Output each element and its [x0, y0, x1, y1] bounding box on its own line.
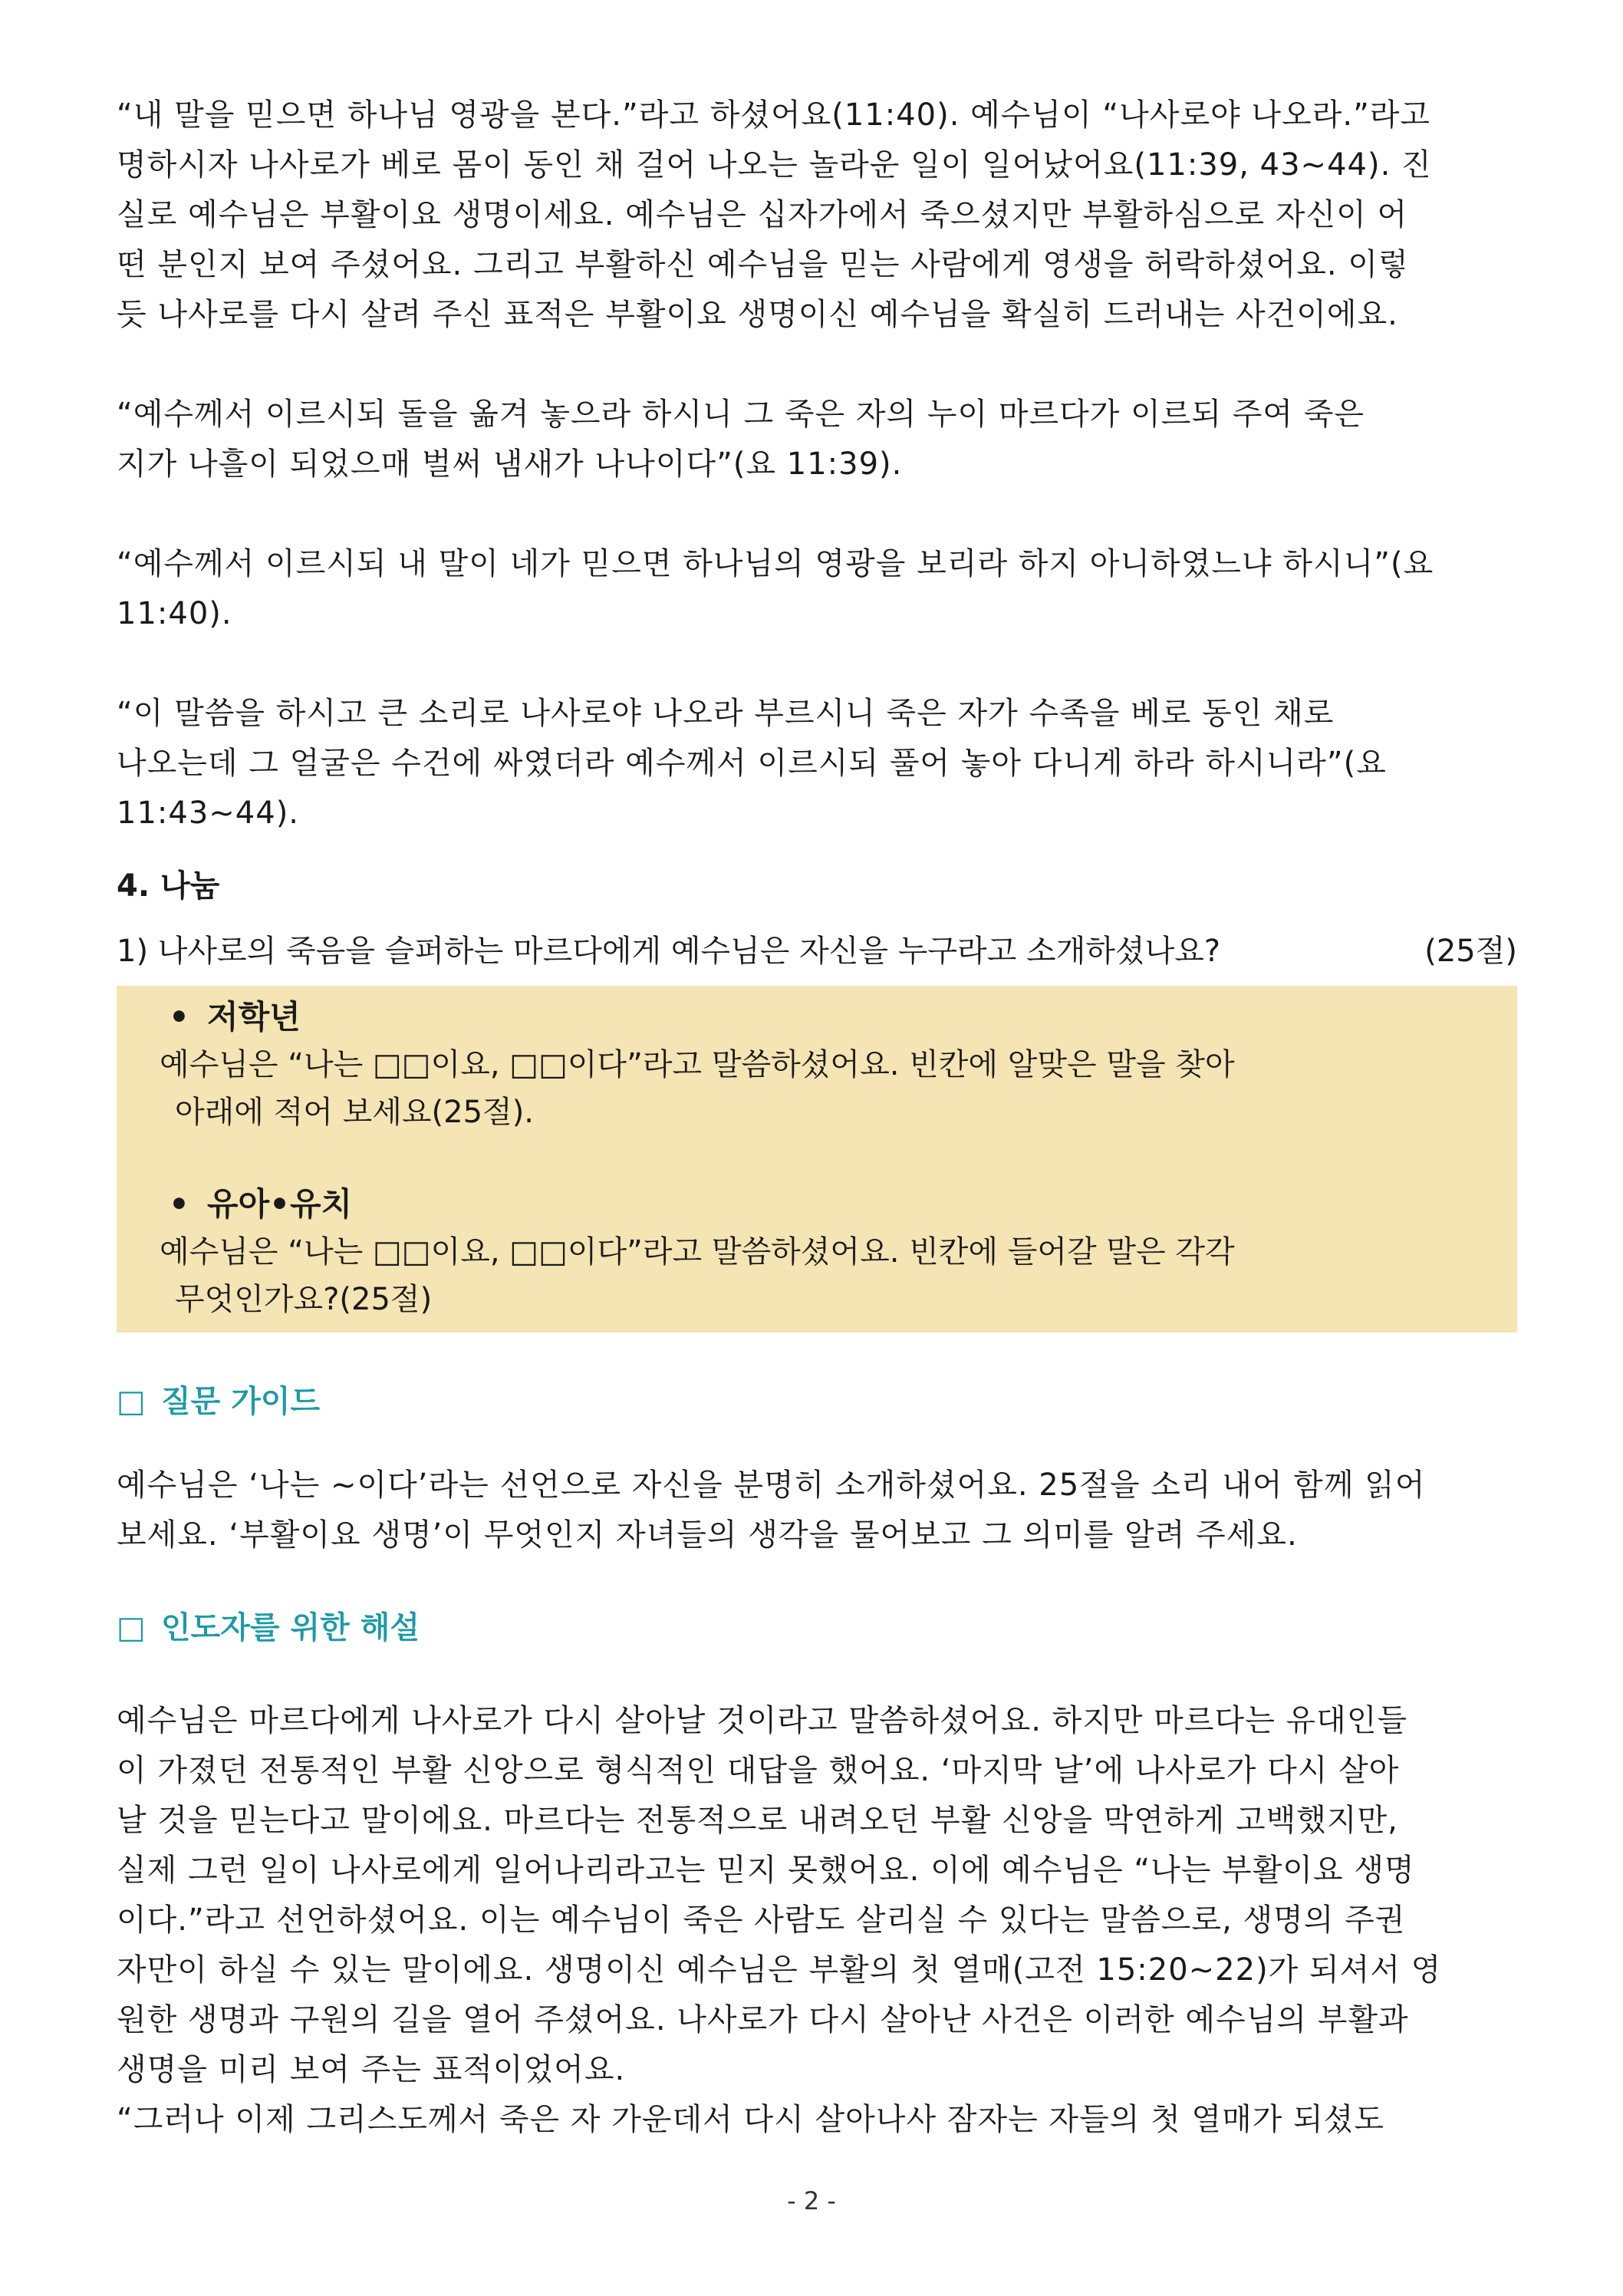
guide-title: 질문 가이드 [161, 1384, 321, 1419]
guide-paragraph [117, 1461, 1517, 1560]
checkbox-square-icon: □ [117, 1384, 146, 1419]
text-line: 생명을 미리 보여 주는 표적이었어요. [117, 2052, 626, 2087]
group-title: 저학년 [207, 998, 301, 1036]
box-text-line: 예수님은 “나는 □□이요, □□이다”라고 말씀하셨어요. 빈칸에 들어갈 말은 각각 [160, 1234, 1235, 1270]
text-line: 명하시자 나사로가 베로 몸이 동인 채 걸어 나오는 놀라운 일이 일어났어요(11:39, 43~44). 진 [117, 147, 1432, 183]
text-line: 실제 그런 일이 나사로에게 일어나리라고는 믿지 못했어요. 이에 예수님은 “나는 부활이요 생명 [117, 1853, 1415, 1888]
text-line: 원한 생명과 구원의 길을 열어 주셨어요. 나사로가 다시 살아난 사건은 이러한 예수님의 부활과 [117, 2002, 1409, 2037]
text-line: 날 것을 믿는다고 말이에요. 마르다는 전통적으로 내려오던 부활 신앙을 막연하게 고백했지만, [117, 1803, 1398, 1838]
bullet-icon: • [169, 998, 189, 1036]
question-line [117, 927, 1517, 977]
text-line: “이 말씀을 하시고 큰 소리로 나사로야 나오라 부르시니 죽은 자가 수족을 베로 동인 채로 [117, 696, 1335, 731]
scripture-quote [117, 689, 1517, 838]
intro-paragraph [117, 91, 1517, 340]
page-number: - 2 - [787, 2186, 836, 2215]
commentary-heading [117, 1603, 1517, 1653]
text-line: 예수님은 ‘나는 ~이다’라는 선언으로 자신을 분명히 소개하셨어요. 25절을 소리 내어 함께 읽어 [117, 1468, 1426, 1503]
text-line: 보세요. ‘부활이요 생명’이 무엇인지 자녀들의 생각을 물어보고 그 의미를 알려 주세요. [117, 1517, 1298, 1553]
text-line: 듯 나사로를 다시 살려 주신 표적은 부활이요 생명이신 예수님을 확실히 드러내는 사건이에요. [117, 297, 1398, 332]
question-ref: (25절) [1424, 934, 1517, 969]
text-line: 떤 분인지 보여 주셨어요. 그리고 부활하신 예수님을 믿는 사람에게 영생을 허락하셨어요. 이렇 [117, 247, 1409, 282]
checkbox-square-icon: □ [117, 1610, 146, 1645]
text-line: “내 말을 믿으면 하나님 영광을 본다.”라고 하셨어요(11:40). 예수님이 “나사로야 나오라.”라고 [117, 97, 1431, 133]
text-line: 11:40). [117, 596, 232, 631]
text-line: “예수께서 이르시되 돌을 옮겨 놓으라 하시니 그 죽은 자의 누이 마르다가 이르되 주여 죽은 [117, 397, 1365, 432]
guide-heading [117, 1377, 1517, 1427]
text-line: “그러나 이제 그리스도께서 죽은 자 가운데서 다시 살아나사 잠자는 자들의 첫 열매가 되셨도 [117, 2102, 1384, 2137]
commentary-paragraph [117, 1696, 1517, 2145]
text-line: 이 가졌던 전통적인 부활 신앙으로 형식적인 대답을 했어요. ‘마지막 날’에 나사로가 다시 살아 [117, 1753, 1400, 1788]
text-line: 예수님은 마르다에게 나사로가 다시 살아날 것이라고 말씀하셨어요. 하지만 마르다는 유대인들 [117, 1703, 1408, 1738]
question-text: 1) 나사로의 죽음을 슬퍼하는 마르다에게 예수님은 자신을 누구라고 소개하셨나요? [117, 934, 1221, 969]
text-line: 11:43~44). [117, 796, 300, 831]
text-line: 지가 나흘이 되었으매 벌써 냄새가 나나이다”(요 11:39). [117, 446, 903, 482]
page-content [117, 91, 1517, 2145]
bullet-icon: • [169, 1185, 189, 1223]
scripture-quote [117, 539, 1517, 639]
box-text-line: 아래에 적어 보세요(25절). [175, 1095, 535, 1130]
group-heading [169, 1181, 1517, 1228]
text-line: “예수께서 이르시되 내 말이 네가 믿으면 하나님의 영광을 보리라 하지 아니하였느냐 하시니”(요 [117, 546, 1434, 581]
group-heading [169, 993, 1517, 1041]
group-title: 유아•유치 [207, 1185, 353, 1223]
text-line: 실로 예수님은 부활이요 생명이세요. 예수님은 십자가에서 죽으셨지만 부활하심으로 자신이 어 [117, 197, 1408, 232]
box-text-line: 무엇인가요?(25절) [175, 1282, 433, 1317]
box-text-line: 예수님은 “나는 □□이요, □□이다”라고 말씀하셨어요. 빈칸에 알맞은 말을 찾아 [160, 1047, 1235, 1082]
text-line: 나오는데 그 얼굴은 수건에 싸였더라 예수께서 이르시되 풀어 놓아 다니게 하라 하시니라”(요 [117, 746, 1387, 781]
section-title: 4. 나눔 [117, 868, 220, 904]
text-line: 자만이 하실 수 있는 말이에요. 생명이신 예수님은 부활의 첫 열매(고전 15:20~22)가 되셔서 영 [117, 1952, 1442, 1988]
activity-box [117, 986, 1517, 1332]
text-line: 이다.”라고 선언하셨어요. 이는 예수님이 죽은 사람도 살리실 수 있다는 말씀으로, 생명의 주권 [117, 1902, 1406, 1938]
commentary-title: 인도자를 위한 해설 [161, 1610, 420, 1645]
scripture-quote [117, 390, 1517, 489]
